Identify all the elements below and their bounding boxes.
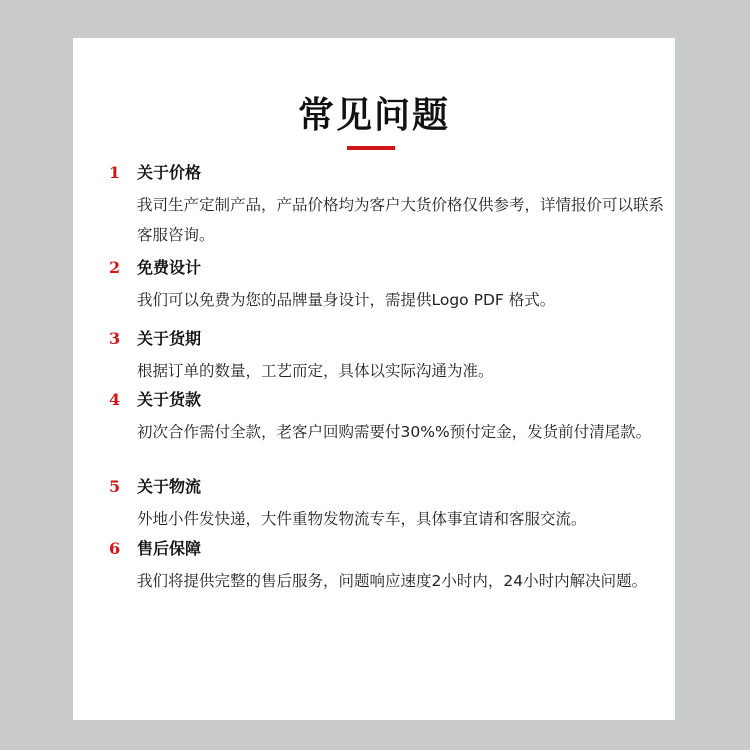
faq-number: 6 xyxy=(109,539,121,558)
faq-heading: 关于价格 xyxy=(137,163,202,182)
faq-body: 根据订单的数量，工艺而定，具体以实际沟通为准。 xyxy=(137,362,494,380)
faq-heading: 关于物流 xyxy=(137,477,202,496)
page-title: 常见问题 xyxy=(297,95,450,136)
faq-body: 我司生产定制产品，产品价格均为客户大货价格仅供参考，详情报价可以联系客服咨询。 xyxy=(137,196,665,244)
faq-body: 外地小件发快递，大件重物发物流专车，具体事宜请和客服交流。 xyxy=(137,510,587,528)
faq-body: 我们可以免费为您的品牌量身设计，需提供Logo PDF 格式。 xyxy=(137,291,556,309)
faq-number: 3 xyxy=(109,329,121,348)
faq-heading: 售后保障 xyxy=(137,539,202,558)
faq-number: 5 xyxy=(109,477,121,496)
faq-number: 2 xyxy=(109,258,121,277)
faq-body: 我们将提供完整的售后服务，问题响应速度2小时内，24小时内解决问题。 xyxy=(137,572,648,590)
faq-heading: 免费设计 xyxy=(137,258,202,277)
faq-number: 4 xyxy=(109,390,121,409)
faq-card xyxy=(73,38,675,720)
title-underline xyxy=(347,146,395,150)
faq-number: 1 xyxy=(109,163,121,182)
faq-body: 初次合作需付全款，老客户回购需要付30%%预付定金，发货前付清尾款。 xyxy=(137,423,652,441)
faq-heading: 关于货款 xyxy=(137,390,202,409)
faq-heading: 关于货期 xyxy=(137,329,202,348)
